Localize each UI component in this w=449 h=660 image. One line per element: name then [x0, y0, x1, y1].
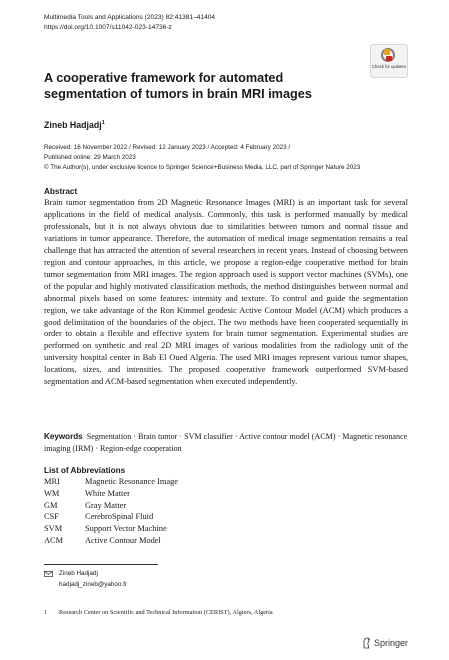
keywords — [44, 431, 408, 454]
abbreviation-row — [44, 477, 178, 489]
abstract-heading: Abstract — [44, 187, 78, 196]
keywords-text: Segmentation · Brain tumor · SVM classifier · Active contour model (ACM) · Magnetic resonance imaging (IRM) · Region-edge cooperation — [44, 432, 408, 453]
abbreviation-row — [44, 524, 178, 536]
abbreviation-value: Active Contour Model — [85, 535, 161, 545]
springer-wordmark: Springer — [374, 638, 409, 648]
abbreviations-list — [44, 477, 178, 548]
author-affiliation-marker: 1 — [101, 120, 105, 127]
springer-horse-icon — [362, 637, 371, 649]
abbreviation-row — [44, 512, 178, 524]
abstract-text: Brain tumor segmentation from 2D Magnetic Resonance Images (MRI) is an important task for several applications in the field of medical analysis. Commonly, this task is performed manually by medical professionals, but it is not always obvious due to similarities between tumors and normal tissue and variations in tumor appearance. Therefore, the automation of medical image segmentation remains a real challenge that has attracted the attention of several researchers in recent years. Instead of choosing between region and contour approaches, in this article, we propose a region-edge cooperative method for brain tumor segmentation from MRI images. The region approach used is support vector machines (SVMs), one of the popular and highly motivated classification methods, the method distinguishes between normal and abnormal pixels based on some features: intensity and texture. To control and guide the segmentation region, we take advantage of the Ron Kimmel geodesic Active Contour Model (ACM) which produces a good delimitation of the boundaries of the object. The two methods have been cooperated sequentially in order to obtain a flexible and effective system for brain tumor segmentation. Experimental studies are performed on synthetic and real 2D MRI images of various modalities from the radiology unit of the university hospital center in Bab El Oued Algeria. The used MRI images represent various tumor shapes, locations, sizes, and intensities. The proposed cooperative framework outperformed SVM-based segmentation and ACM-based segmentation when executed independently. — [44, 197, 408, 387]
doi-link[interactable]: https://doi.org/10.1007/s11042-023-14736-z — [44, 24, 172, 31]
paper-title: A cooperative framework for automated segmentation of tumors in brain MRI images — [44, 71, 312, 101]
copyright: © The Author(s), under exclusive licence to Springer Science+Business Media, LLC, part of Springer Nature 2023 — [44, 164, 361, 171]
keywords-label: Keywords — [44, 432, 83, 441]
abbreviation-key: MRI — [44, 477, 60, 486]
abbreviation-value: CerebroSpinal Fluid — [85, 512, 154, 522]
abbreviation-key: GM — [44, 500, 58, 510]
affiliation-text: Research Center on Scientific and Technical Information (CERIST), Algiers, Algeria — [59, 609, 273, 616]
journal-line: Multimedia Tools and Applications (2023) 82:41381–41404 — [44, 14, 216, 21]
corresponding-author-email[interactable]: hadjadj_zineb@yahoo.fr — [59, 581, 128, 588]
abbreviation-key: CSF — [44, 512, 59, 522]
abbreviation-row — [44, 536, 178, 548]
abbreviation-value: Support Vector Machine — [85, 524, 167, 533]
footnote-rule — [44, 564, 158, 565]
check-for-updates-label: Check for updates — [372, 64, 406, 69]
corresponding-author-name: Zineb Hadjadj — [59, 570, 98, 577]
check-for-updates-badge[interactable] — [370, 44, 408, 78]
abbreviation-row — [44, 501, 178, 513]
abbreviation-key: WM — [44, 488, 60, 498]
abbreviations-heading: List of Abbreviations — [44, 466, 126, 475]
abbreviation-key: SVM — [44, 524, 63, 533]
abbreviation-value: White Matter — [85, 488, 130, 498]
history-dates: Received: 16 November 2022 / Revised: 12 January 2023 / Accepted: 4 February 2023 / — [44, 144, 291, 151]
crossmark-bookmark-bottom — [386, 56, 392, 61]
envelope-icon — [44, 571, 53, 577]
affiliation-number: 1 — [44, 609, 48, 616]
abbreviation-row — [44, 489, 178, 501]
author-name: Zineb Hadjadj — [44, 120, 102, 130]
abbreviation-value: Gray Matter — [85, 500, 127, 510]
author — [44, 120, 105, 130]
published-date: Published online: 29 March 2023 — [44, 154, 136, 161]
abbreviation-key: ACM — [44, 535, 64, 545]
crossmark-bookmark-top — [384, 49, 390, 55]
abbreviation-value: Magnetic Resonance Image — [85, 477, 179, 486]
